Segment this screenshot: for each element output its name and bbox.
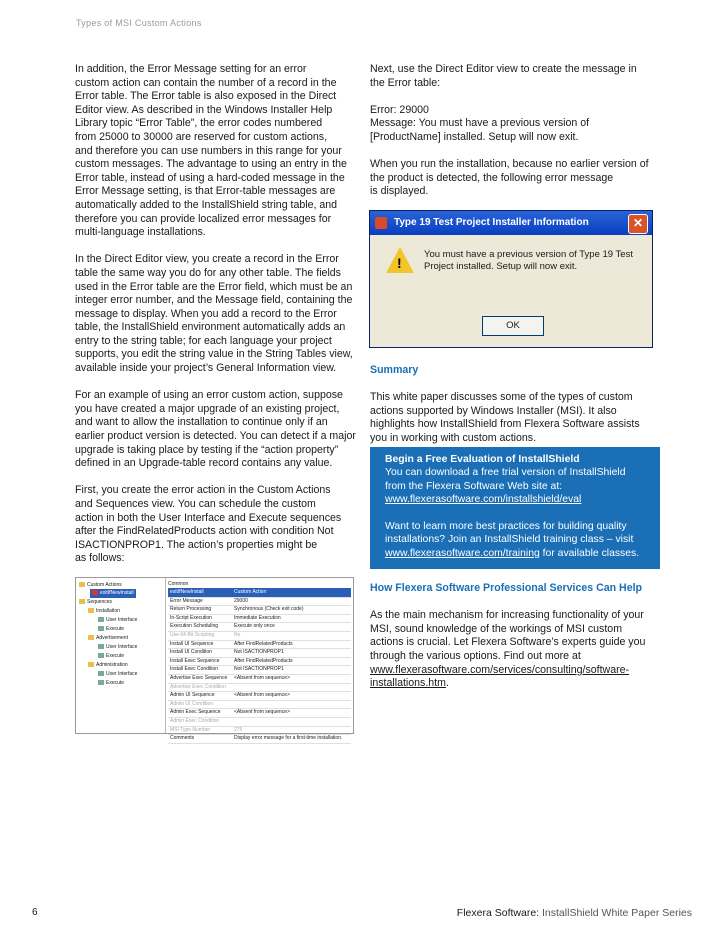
professional-services-section	[370, 582, 660, 691]
services-text: As the main mechanism for increasing functionality of your MSI, sound knowledge of the workings of MSI custom actions is crucial. Let Flexera Software’s experts guide you through the various options. Find out more at	[370, 609, 646, 662]
tree-item: Installation	[88, 607, 120, 616]
error-definition: Error: 29000 Message: You must have a previous version of [ProductName] installed. Setup will now exit.	[370, 103, 590, 143]
installer-error-dialog	[369, 210, 653, 348]
paragraph: First, you create the error action in the Custom Actions and Sequences view. You can schedule the custom action in both the User Interface and Execute sequences after the FindRelatedProducts action with condition Not ISACTIONPROP1. The action’s properties might be as follows:	[75, 484, 342, 565]
summary-heading: Summary	[370, 364, 419, 376]
tree-pane	[76, 578, 166, 733]
sequence-icon	[98, 644, 104, 649]
tree-item: Execute	[98, 652, 124, 661]
tree-item: Execute	[98, 679, 124, 688]
error-icon	[92, 590, 98, 595]
training-text: Want to learn more best practices for building quality installations? Join an InstallShield training class – visit	[385, 521, 634, 546]
tree-item: User Interface	[98, 670, 137, 679]
footer-brand: Flexera Software:	[456, 907, 540, 919]
tree-item: Custom Actions	[79, 581, 122, 590]
services-link-end: .	[445, 677, 449, 690]
grid-row: Advertise Exec Condition	[168, 683, 351, 693]
paragraph: Next, use the Direct Editor view to create the message in the Error table:	[370, 63, 637, 89]
grid-row: Admin Exec Condition	[168, 717, 351, 727]
sequence-icon	[98, 653, 104, 658]
grid-row: Execution Scheduling Execute only once	[168, 622, 351, 632]
left-column	[75, 63, 365, 580]
grid-row: Error Message 29000	[168, 597, 351, 607]
training-tail: for available classes.	[539, 547, 640, 559]
grid-row: Use 64-Bit Scripting No	[168, 631, 351, 641]
grid-row: Install UI Sequence After FindRelatedProducts	[168, 640, 351, 650]
running-header: Types of MSI Custom Actions	[76, 18, 202, 28]
eval-link[interactable]: www.flexerasoftware.com/installshield/eval	[385, 494, 582, 506]
grid-row: MSI Type Number 275	[168, 726, 351, 736]
dialog-title: Type 19 Test Project Installer Information	[394, 217, 589, 228]
services-heading: How Flexera Software Professional Services Can Help	[370, 582, 643, 594]
box-heading: Begin a Free Evaluation of InstallShield	[385, 454, 580, 465]
sequence-icon	[98, 680, 104, 685]
grid-row: Admin Exec Sequence <Absent from sequence>	[168, 708, 351, 718]
grid-row: Install UI Condition Not ISACTIONPROP1	[168, 648, 351, 658]
folder-icon	[79, 582, 85, 587]
sequence-icon	[98, 671, 104, 676]
folder-icon	[88, 608, 94, 613]
property-grid	[166, 578, 354, 742]
grid-row: Admin UI Condition	[168, 700, 351, 710]
paragraph: When you run the installation, because no earlier version of the product is detected, the following error message is displayed.	[370, 158, 649, 198]
folder-icon	[88, 635, 94, 640]
grid-row: Return Processing Synchronous (Check exit code)	[168, 605, 351, 615]
folder-icon	[88, 662, 94, 667]
tree-item: User Interface	[98, 616, 137, 625]
grid-tab: Common	[168, 581, 189, 587]
training-paragraph	[385, 520, 650, 560]
custom-action-screenshot	[75, 577, 354, 742]
summary-text: This white paper discusses some of the types of custom actions supported by Windows Installer (MSI). It also highlights how InstallShield from Flexera Software assists you in working with custom actions.	[370, 391, 640, 444]
tree-item: Administration	[88, 661, 128, 670]
grid-row: Comments Display error message for a first-time installation.	[168, 734, 351, 744]
paragraph: For an example of using an error custom action, suppose you have created a major upgrade of an existing project, and want to allow the installation to continue only if an earlier product version is detected. You can detect if a major upgrade is taking place by testing if the “action property” defined in an Upgrade-table record contains any value.	[75, 389, 356, 470]
summary-section	[370, 364, 660, 446]
tree-item: Sequences	[79, 598, 112, 607]
footer-series	[457, 907, 692, 919]
grid-row: Install Exec Condition Not ISACTIONPROP1	[168, 665, 351, 675]
grid-row: Install Exec Sequence After FindRelatedProducts	[168, 657, 351, 667]
grid-row: In-Script Execution Immediate Execution	[168, 614, 351, 624]
grid-row: Advertise Exec Sequence <Absent from sequence>	[168, 674, 351, 684]
training-link[interactable]: www.flexerasoftware.com/training	[385, 547, 540, 559]
warning-mark: !	[397, 255, 402, 271]
folder-icon	[79, 599, 85, 604]
right-column	[370, 63, 660, 213]
services-link[interactable]: www.flexerasoftware.com/services/consulting/software-	[370, 663, 630, 676]
ok-button[interactable]: OK	[482, 316, 544, 336]
services-link-cont[interactable]: installations.htm	[370, 677, 446, 690]
eval-text: You can download a free trial version of InstallShield from the Flexera Software Web site at:	[385, 467, 626, 492]
footer-series-name: InstallShield White Paper Series	[539, 907, 692, 919]
paragraph: In addition, the Error Message setting for an error custom action can contain the number of a record in the Error table. The Error table is also exposed in the Direct Editor view. As described in the Windows Installer Help Library topic “Error Table”, the error codes numbered from 25000 to 30000 are reserved for custom actions, and therefore you can use numbers in this range for your custom messages. The advantage to using an entry in the Error table, instead of using a hard-coded message in the Error Message setting, is that Error-table messages are automatically added to the InstallShield string table, and therefore you can provide localized error messages for multi-language installations.	[75, 63, 347, 239]
grid-header-row: exitIfNewInstall Custom Action	[168, 588, 351, 598]
grid-row: Admin UI Sequence <Absent from sequence>	[168, 691, 351, 701]
tree-item: Execute	[98, 625, 124, 634]
dialog-titlebar	[370, 211, 652, 235]
paragraph: In the Direct Editor view, you create a record in the Error table the same way you do for any other table. The fields used in the Error table are the Error field, which must be an integer error number, and the Message field, containing the message to display. When you add a record to the Error table, the InstallShield environment automatically adds an entry to the string table; for each language your project supports, you edit the string value in the String Tables view, available inside your project’s General Information view.	[75, 253, 353, 375]
tree-item-selected: exitIfNewInstall	[90, 589, 136, 598]
installer-app-icon	[375, 217, 387, 229]
free-evaluation-box	[370, 447, 660, 569]
dialog-message: You must have a previous version of Type 19 Test Project installed. Setup will now exit.	[424, 249, 633, 272]
page-number: 6	[32, 907, 38, 918]
eval-paragraph	[385, 466, 650, 506]
sequence-icon	[98, 617, 104, 622]
tree-item: Advertisement	[88, 634, 128, 643]
sequence-icon	[98, 626, 104, 631]
tree-item: User Interface	[98, 643, 137, 652]
close-icon[interactable]: ✕	[628, 214, 648, 234]
